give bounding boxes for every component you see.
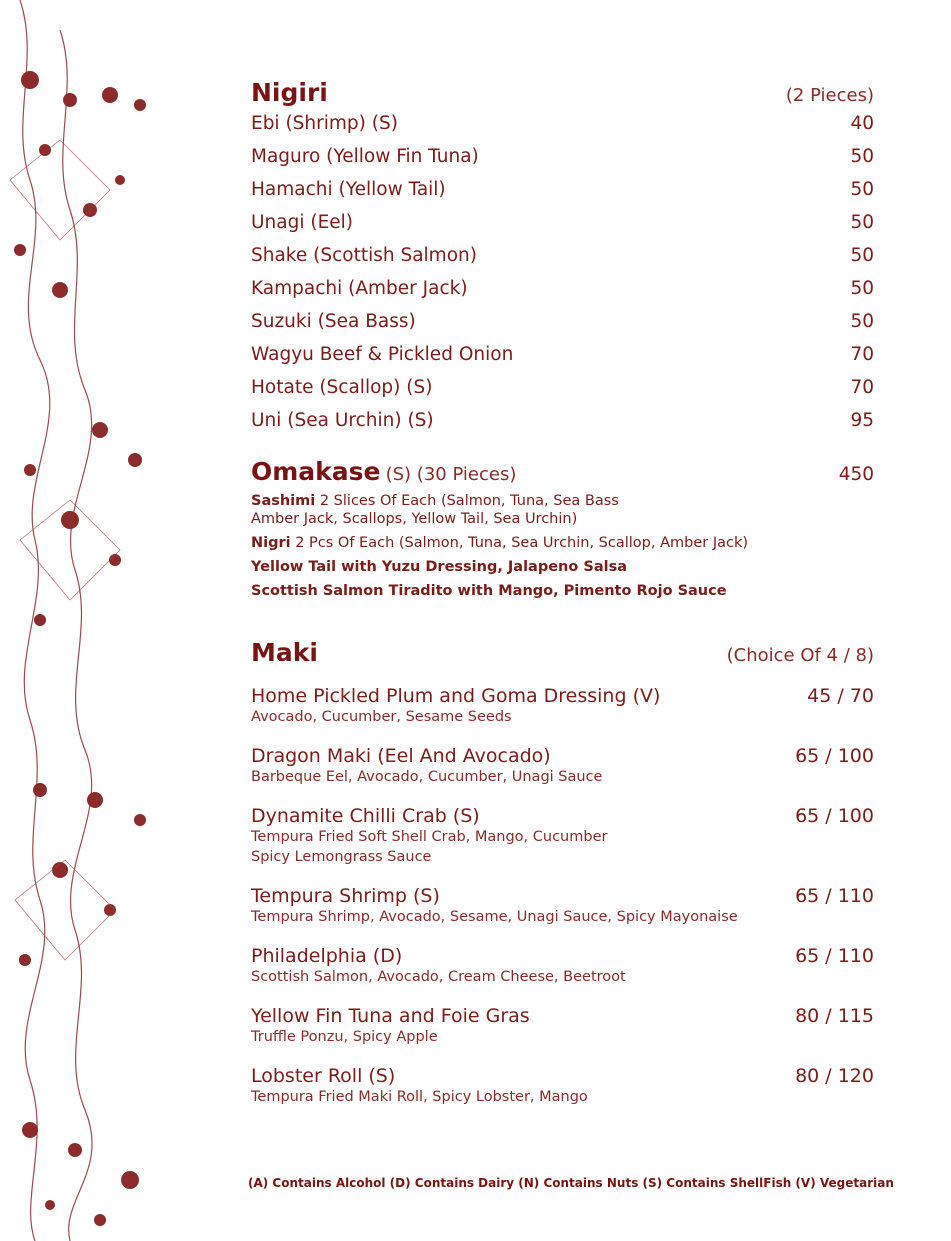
nigiri-title: Nigiri: [251, 78, 328, 107]
lace-border-illustration: [0, 0, 165, 1241]
nigiri-item: [251, 239, 874, 272]
nigiri-item-name: Uni (Sea Urchin) (S): [251, 410, 434, 431]
maki-header: [251, 638, 874, 667]
nigiri-item-name: Hamachi (Yellow Tail): [251, 179, 446, 200]
maki-item-header: [251, 885, 874, 907]
omakase-line4: Scottish Salmon Tiradito with Mango, Pimento Rojo Sauce: [251, 583, 727, 599]
nigiri-item-name: Shake (Scottish Salmon): [251, 245, 477, 266]
maki-item-header: [251, 1005, 874, 1027]
nigiri-item-price: 40: [850, 113, 874, 134]
maki-item-name: Dynamite Chilli Crab (S): [251, 805, 480, 827]
nigiri-item: [251, 140, 874, 173]
nigiri-item-price: 50: [850, 146, 874, 167]
maki-item-description: Truffle Ponzu, Spicy Apple: [251, 1029, 438, 1045]
nigiri-item-name: Maguro (Yellow Fin Tuna): [251, 146, 479, 167]
nigiri-item-name: Unagi (Eel): [251, 212, 354, 233]
nigiri-item-name: Hotate (Scallop) (S): [251, 377, 433, 398]
nigiri-item-name: Suzuki (Sea Bass): [251, 311, 416, 332]
menu-content: [251, 78, 874, 1107]
maki-item-name: Dragon Maki (Eel And Avocado): [251, 745, 551, 767]
maki-note: (Choice Of 4 / 8): [726, 645, 874, 666]
nigiri-list: [251, 107, 874, 437]
nigiri-item: [251, 404, 874, 437]
maki-list: [251, 685, 874, 1107]
nigiri-item: [251, 371, 874, 404]
maki-item: [251, 945, 874, 987]
maki-item-name: Yellow Fin Tuna and Foie Gras: [251, 1005, 530, 1027]
maki-item-description-2: Spicy Lemongrass Sauce: [251, 849, 432, 865]
maki-item-name: Tempura Shrimp (S): [251, 885, 440, 907]
omakase-header: [251, 457, 874, 486]
maki-item-price: 65 / 100: [795, 745, 874, 767]
nigiri-header: [251, 78, 874, 107]
maki-item: [251, 1065, 874, 1107]
maki-item-header: [251, 945, 874, 967]
omakase-line3: Yellow Tail with Yuzu Dressing, Jalapeno Salsa: [251, 559, 627, 575]
nigiri-item-name: Ebi (Shrimp) (S): [251, 113, 398, 134]
maki-item-price: 65 / 100: [795, 805, 874, 827]
nigiri-item-price: 50: [850, 212, 874, 233]
nigiri-note: (2 Pieces): [785, 85, 874, 106]
omakase-nigri: Nigri 2 Pcs Of Each (Salmon, Tuna, Sea Urchin, Scallop, Amber Jack): [251, 535, 749, 551]
maki-item-price: 65 / 110: [795, 945, 874, 967]
nigiri-item: [251, 338, 874, 371]
nigiri-item-price: 95: [850, 410, 874, 431]
nigiri-item-price: 50: [850, 245, 874, 266]
maki-item-header: [251, 685, 874, 707]
maki-item-description: Tempura Shrimp, Avocado, Sesame, Unagi Sauce, Spicy Mayonaise: [251, 909, 738, 925]
nigiri-item: [251, 305, 874, 338]
omakase-sashimi: Sashimi 2 Slices Of Each (Salmon, Tuna, Sea Bass Amber Jack, Scallops, Yellow Tail, Sea Urchin): [251, 493, 619, 527]
omakase-title: Omakase: [251, 457, 381, 486]
nigiri-item-price: 50: [850, 179, 874, 200]
maki-item-name: Home Pickled Plum and Goma Dressing (V): [251, 685, 661, 707]
nigiri-item: [251, 206, 874, 239]
nigiri-item-price: 50: [850, 278, 874, 299]
maki-item-price: 80 / 115: [795, 1005, 874, 1027]
maki-item-name: Philadelphia (D): [251, 945, 403, 967]
maki-item-header: [251, 1065, 874, 1087]
maki-item-description: Avocado, Cucumber, Sesame Seeds: [251, 709, 512, 725]
maki-item: [251, 745, 874, 787]
nigiri-item: [251, 107, 874, 140]
omakase-tag: (S) (30 Pieces): [385, 464, 517, 485]
nigiri-item-price: 50: [850, 311, 874, 332]
omakase-price: 450: [838, 464, 874, 485]
maki-title: Maki: [251, 638, 318, 667]
nigiri-item-price: 70: [850, 344, 874, 365]
nigiri-item-name: Kampachi (Amber Jack): [251, 278, 468, 299]
nigiri-item-name: Wagyu Beef & Pickled Onion: [251, 344, 514, 365]
nigiri-item: [251, 272, 874, 305]
maki-item-header: [251, 805, 874, 827]
allergen-legend: (A) Contains Alcohol (D) Contains Dairy (N) Contains Nuts (S) Contains ShellFish (V) Vegetarian: [248, 1176, 894, 1190]
maki-item: [251, 885, 874, 927]
maki-item-description: Scottish Salmon, Avocado, Cream Cheese, Beetroot: [251, 969, 626, 985]
nigiri-item: [251, 173, 874, 206]
nigiri-item-price: 70: [850, 377, 874, 398]
maki-item-header: [251, 745, 874, 767]
maki-item: [251, 805, 874, 867]
maki-item-price: 45 / 70: [807, 685, 874, 707]
maki-item: [251, 685, 874, 727]
maki-item-description: Tempura Fried Soft Shell Crab, Mango, Cucumber: [251, 829, 608, 845]
maki-item-price: 80 / 120: [795, 1065, 874, 1087]
maki-item-description: Tempura Fried Maki Roll, Spicy Lobster, Mango: [251, 1089, 588, 1105]
maki-item-name: Lobster Roll (S): [251, 1065, 396, 1087]
maki-item-description: Barbeque Eel, Avocado, Cucumber, Unagi Sauce: [251, 769, 603, 785]
maki-item-price: 65 / 110: [795, 885, 874, 907]
maki-item: [251, 1005, 874, 1047]
